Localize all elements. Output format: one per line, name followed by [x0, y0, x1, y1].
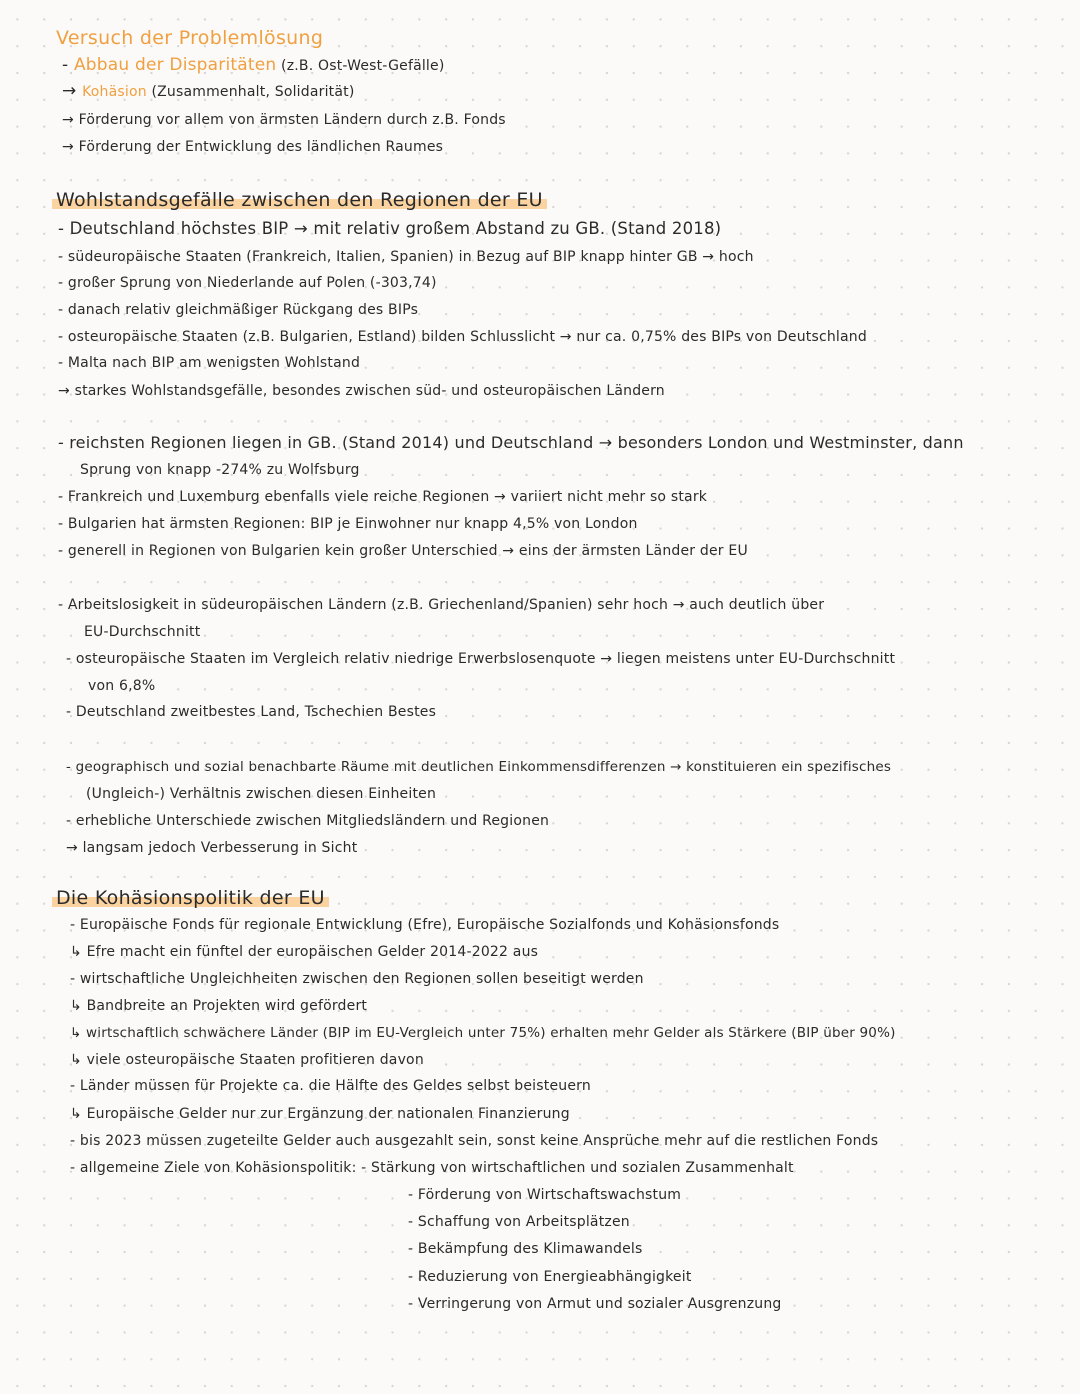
note-line: - südeuropäische Staaten (Frankreich, Italien, Spanien) in Bezug auf BIP knapp hinter GB → hoch — [58, 249, 754, 265]
note-line: - reichsten Regionen liegen in GB. (Stand 2014) und Deutschland → besonders London und Westminster, dann — [58, 433, 964, 452]
note-line — [62, 80, 355, 103]
note-line: Sprung von knapp -274% zu Wolfsburg — [80, 462, 360, 478]
highlighted-title: Die Kohäsionspolitik der EU — [52, 887, 329, 909]
goal-item: - Schaffung von Arbeitsplätzen — [408, 1214, 630, 1230]
note-line: - großer Sprung von Niederlande auf Polen (-303,74) — [58, 275, 437, 291]
note-line: ↳ Efre macht ein fünftel der europäischen Gelder 2014-2022 aus — [70, 944, 539, 960]
goal-item: - Bekämpfung des Klimawandels — [408, 1241, 643, 1257]
note-line: ↳ Bandbreite an Projekten wird gefördert — [70, 998, 368, 1014]
note-line: → starkes Wohlstandsgefälle, besondes zwischen süd- und osteuropäischen Ländern — [58, 383, 665, 399]
section-title-wohlstandsgefaelle — [52, 188, 547, 212]
note-line: ↳ Europäische Gelder nur zur Ergänzung der nationalen Finanzierung — [70, 1106, 570, 1122]
note-line: → Förderung der Entwicklung des ländlichen Raumes — [62, 139, 444, 155]
note-line: - Frankreich und Luxemburg ebenfalls viele reiche Regionen → variiert nicht mehr so stark — [58, 489, 708, 505]
dash: - — [62, 55, 74, 75]
note-line: (Ungleich-) Verhältnis zwischen diesen Einheiten — [86, 786, 437, 802]
note-line: - osteuropäische Staaten im Vergleich relativ niedrige Erwerbslosenquote → liegen meistens unter EU-Durchschnitt — [66, 651, 896, 667]
note-line — [62, 54, 445, 77]
goal-item: - Verringerung von Armut und sozialer Ausgrenzung — [408, 1296, 782, 1312]
note-line: - Länder müssen für Projekte ca. die Hälfte des Geldes selbst beisteuern — [70, 1078, 591, 1094]
note-line: - geographisch und sozial benachbarte Räume mit deutlichen Einkommensdifferenzen → konstituieren ein spezifisches — [66, 759, 892, 775]
note-line: EU-Durchschnitt — [84, 624, 201, 640]
note-line: - bis 2023 müssen zugeteilte Gelder auch ausgezahlt sein, sonst keine Ansprüche mehr auf die restlichen Fonds — [70, 1133, 879, 1149]
note-line: - Arbeitslosigkeit in südeuropäischen Ländern (z.B. Griechenland/Spanien) sehr hoch → auch deutlich über — [58, 597, 825, 613]
goal-item: - Förderung von Wirtschaftswachstum — [408, 1187, 682, 1203]
keyword-kohaesion: Kohäsion — [82, 84, 147, 100]
section-title-problemloesung: Versuch der Problemlösung — [56, 27, 324, 49]
note-line: - danach relativ gleichmäßiger Rückgang des BIPs — [58, 302, 419, 318]
note-line: - erhebliche Unterschiede zwischen Mitgliedsländern und Regionen — [66, 813, 550, 829]
note-line: - Europäische Fonds für regionale Entwicklung (Efre), Europäische Sozialfonds und Kohäsionsfonds — [70, 917, 780, 933]
note-line: - Bulgarien hat ärmsten Regionen: BIP je Einwohner nur knapp 4,5% von London — [58, 516, 638, 532]
note-line: ↳ viele osteuropäische Staaten profitieren davon — [70, 1052, 424, 1068]
keyword-disparitaeten: Abbau der Disparitäten — [73, 55, 277, 75]
note-line: - Deutschland höchstes BIP → mit relativ großem Abstand zu GB. (Stand 2018) — [58, 219, 722, 238]
note-text: (Zusammenhalt, Solidarität) — [146, 84, 355, 100]
note-line: ↳ wirtschaftlich schwächere Länder (BIP im EU-Vergleich unter 75%) erhalten mehr Gelder als Stärkere (BIP über 90%) — [70, 1025, 896, 1041]
highlighted-title: Wohlstandsgefälle zwischen den Regionen der EU — [52, 189, 547, 211]
arrow: → — [62, 81, 83, 101]
note-line: - Malta nach BIP am wenigsten Wohlstand — [58, 355, 361, 371]
goal-item: - Reduzierung von Energieabhängigkeit — [408, 1269, 692, 1285]
note-line: - generell in Regionen von Bulgarien kein großer Unterschied → eins der ärmsten Länder der EU — [58, 543, 748, 559]
note-line: - allgemeine Ziele von Kohäsionspolitik: - Stärkung von wirtschaftlichen und sozialen Zusammenhalt — [70, 1160, 794, 1176]
note-line: - wirtschaftliche Ungleichheiten zwischen den Regionen sollen beseitigt werden — [70, 971, 644, 987]
note-text: (z.B. Ost-West-Gefälle) — [276, 58, 445, 74]
note-line: - Deutschland zweitbestes Land, Tschechien Bestes — [66, 704, 437, 720]
note-line: → langsam jedoch Verbesserung in Sicht — [66, 840, 358, 856]
note-line: - osteuropäische Staaten (z.B. Bulgarien, Estland) bilden Schlusslicht → nur ca. 0,75% des BIPs von Deutschland — [58, 329, 867, 345]
section-title-kohaesionspolitik — [52, 886, 329, 910]
note-line: → Förderung vor allem von ärmsten Ländern durch z.B. Fonds — [62, 112, 506, 128]
note-line: von 6,8% — [88, 678, 156, 694]
